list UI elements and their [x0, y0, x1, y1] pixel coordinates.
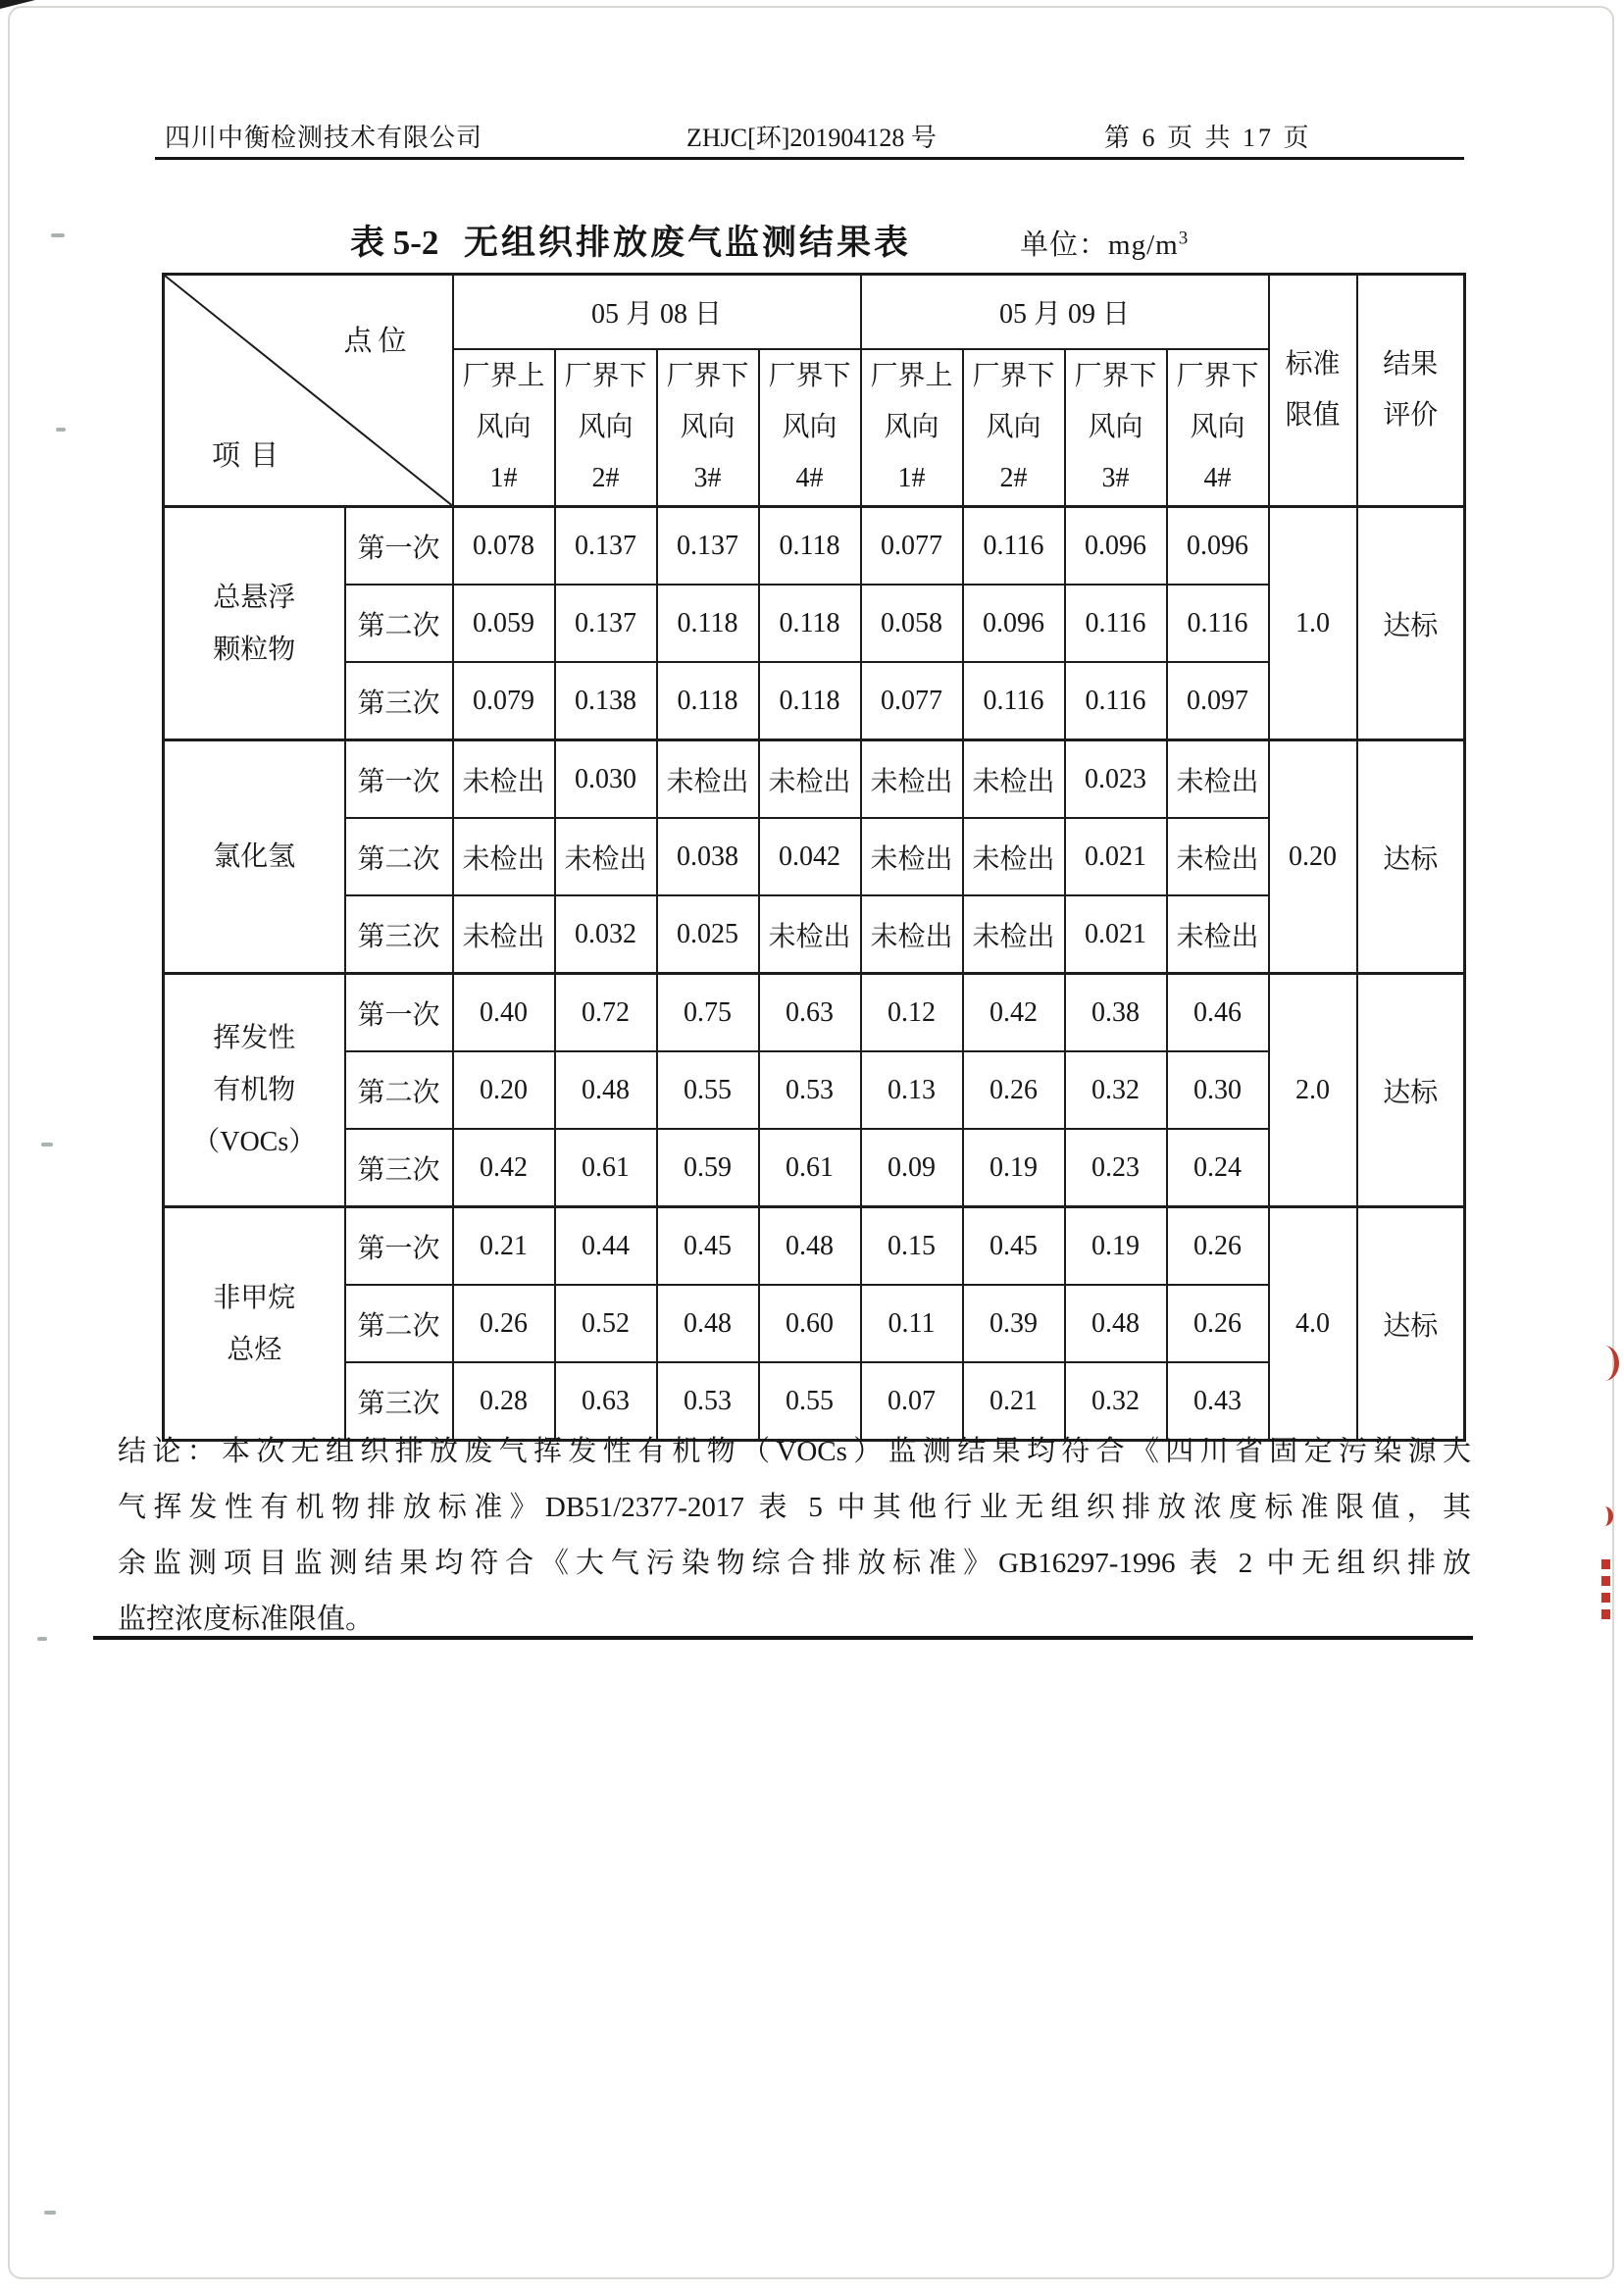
value-cell: 0.32 [1065, 1051, 1167, 1129]
value-cell: 0.61 [759, 1129, 861, 1207]
scan-speck [44, 2211, 56, 2215]
company-name: 四川中衡检测技术有限公司 [165, 124, 483, 152]
value-cell: 0.48 [759, 1207, 861, 1286]
value-cell: 0.20 [453, 1051, 555, 1129]
value-cell: 0.118 [657, 662, 759, 740]
standard-limit-header: 标准 限值 [1269, 275, 1357, 507]
run-label: 第二次 [345, 818, 453, 895]
monitoring-results-table [162, 273, 1466, 1442]
scan-corner-mark [0, 0, 35, 9]
value-cell: 0.48 [657, 1285, 759, 1362]
value-cell: 0.12 [861, 974, 963, 1052]
value-cell: 0.63 [759, 974, 861, 1052]
value-cell: 0.52 [555, 1285, 657, 1362]
run-label: 第二次 [345, 1051, 453, 1129]
value-cell: 未检出 [861, 740, 963, 819]
conclusion-paragraph [118, 1424, 1471, 1648]
value-cell: 0.38 [1065, 974, 1167, 1052]
item-name-cell: 总悬浮 颗粒物 [164, 507, 345, 740]
result-cell: 达标 [1357, 740, 1465, 974]
value-cell: 0.60 [759, 1285, 861, 1362]
limit-cell: 0.20 [1269, 740, 1357, 974]
scan-speck [37, 1637, 47, 1641]
item-name-cell: 挥发性 有机物 （VOCs） [164, 974, 345, 1207]
value-cell: 0.42 [963, 974, 1065, 1052]
value-cell: 0.23 [1065, 1129, 1167, 1207]
value-cell: 未检出 [759, 740, 861, 819]
item-name-cell: 氯化氢 [164, 740, 345, 974]
value-cell: 0.72 [555, 974, 657, 1052]
value-cell: 0.137 [555, 585, 657, 662]
value-cell: 0.059 [453, 585, 555, 662]
value-cell: 0.137 [555, 507, 657, 586]
result-cell: 达标 [1357, 974, 1465, 1207]
site-header: 厂界下 风向 2# [555, 349, 657, 507]
unit-note [1020, 223, 1189, 263]
value-cell: 未检出 [453, 895, 555, 974]
corner-label-site: 点位 [343, 326, 413, 357]
value-cell: 0.19 [1065, 1207, 1167, 1286]
value-cell: 未检出 [861, 895, 963, 974]
value-cell: 未检出 [555, 818, 657, 895]
red-stamp-fragment [1596, 1506, 1613, 1526]
value-cell: 0.138 [555, 662, 657, 740]
value-cell: 0.096 [963, 585, 1065, 662]
value-cell: 未检出 [963, 740, 1065, 819]
value-cell: 0.116 [1167, 585, 1269, 662]
run-label: 第一次 [345, 1207, 453, 1286]
conclusion-line: 监控浓度标准限值。 [118, 1604, 375, 1635]
value-cell: 0.077 [861, 662, 963, 740]
value-cell: 0.096 [1065, 507, 1167, 586]
conclusion-line: 气挥发性有机物排放标准》DB51/2377-2017 表 5 中其他行业无组织排放浓度标准限值，其 [118, 1492, 1471, 1523]
value-cell: 0.48 [1065, 1285, 1167, 1362]
run-label: 第一次 [345, 740, 453, 819]
value-cell: 0.078 [453, 507, 555, 586]
limit-cell: 1.0 [1269, 507, 1357, 740]
value-cell: 0.46 [1167, 974, 1269, 1052]
page-number: 第 6 页 共 17 页 [1104, 124, 1312, 152]
value-cell: 0.097 [1167, 662, 1269, 740]
value-cell: 0.042 [759, 818, 861, 895]
value-cell: 0.021 [1065, 895, 1167, 974]
site-header: 厂界下 风向 2# [963, 349, 1065, 507]
site-header: 厂界下 风向 3# [657, 349, 759, 507]
run-label: 第三次 [345, 1362, 453, 1441]
run-label: 第一次 [345, 507, 453, 586]
value-cell: 0.030 [555, 740, 657, 819]
value-cell: 未检出 [963, 818, 1065, 895]
run-label: 第三次 [345, 662, 453, 740]
value-cell: 0.53 [657, 1362, 759, 1441]
unit-value: mg/m [1108, 229, 1179, 261]
result-evaluation-header: 结果 评价 [1357, 275, 1465, 507]
value-cell: 0.39 [963, 1285, 1065, 1362]
value-cell: 0.079 [453, 662, 555, 740]
value-cell: 0.59 [657, 1129, 759, 1207]
conclusion-line: 结论：本次无组织排放废气挥发性有机物（VOCs）监测结果均符合《四川省固定污染源大 [118, 1436, 1471, 1467]
value-cell: 0.63 [555, 1362, 657, 1441]
value-cell: 0.032 [555, 895, 657, 974]
value-cell: 0.023 [1065, 740, 1167, 819]
value-cell: 0.025 [657, 895, 759, 974]
value-cell: 0.137 [657, 507, 759, 586]
run-label: 第三次 [345, 1129, 453, 1207]
value-cell: 0.096 [1167, 507, 1269, 586]
value-cell: 0.21 [453, 1207, 555, 1286]
value-cell: 0.61 [555, 1129, 657, 1207]
value-cell: 0.55 [759, 1362, 861, 1441]
value-cell: 0.32 [1065, 1362, 1167, 1441]
date-header: 05 月 09 日 [861, 275, 1269, 350]
value-cell: 未检出 [963, 895, 1065, 974]
value-cell: 0.13 [861, 1051, 963, 1129]
value-cell: 0.118 [759, 662, 861, 740]
scan-speck [56, 428, 66, 432]
value-cell: 0.11 [861, 1285, 963, 1362]
corner-label-item: 项目 [212, 440, 289, 472]
site-header: 厂界上 风向 1# [861, 349, 963, 507]
value-cell: 0.021 [1065, 818, 1167, 895]
value-cell: 0.21 [963, 1362, 1065, 1441]
value-cell: 0.19 [963, 1129, 1065, 1207]
table-title: 无组织排放废气监测结果表 [464, 224, 912, 262]
value-cell: 0.118 [759, 585, 861, 662]
scan-speck [41, 1143, 53, 1146]
result-cell: 达标 [1357, 1207, 1465, 1441]
site-header: 厂界上 风向 1# [453, 349, 555, 507]
value-cell: 0.55 [657, 1051, 759, 1129]
value-cell: 0.116 [963, 507, 1065, 586]
value-cell: 未检出 [657, 740, 759, 819]
value-cell: 0.116 [1065, 662, 1167, 740]
value-cell: 0.26 [963, 1051, 1065, 1129]
value-cell: 0.48 [555, 1051, 657, 1129]
value-cell: 0.15 [861, 1207, 963, 1286]
value-cell: 0.45 [963, 1207, 1065, 1286]
run-label: 第二次 [345, 585, 453, 662]
date-header: 05 月 08 日 [453, 275, 861, 350]
run-label: 第二次 [345, 1285, 453, 1362]
table-label: 表 5-2 [350, 224, 439, 262]
value-cell: 未检出 [759, 895, 861, 974]
value-cell: 0.53 [759, 1051, 861, 1129]
value-cell: 0.118 [657, 585, 759, 662]
value-cell: 0.43 [1167, 1362, 1269, 1441]
value-cell: 0.26 [453, 1285, 555, 1362]
value-cell: 0.44 [555, 1207, 657, 1286]
run-label: 第三次 [345, 895, 453, 974]
red-stamp-fragment [1599, 1346, 1619, 1381]
value-cell: 0.058 [861, 585, 963, 662]
value-cell: 未检出 [1167, 740, 1269, 819]
value-cell: 0.40 [453, 974, 555, 1052]
corner-header-cell [164, 275, 453, 507]
unit-label: 单位： [1020, 229, 1109, 261]
value-cell: 0.116 [963, 662, 1065, 740]
value-cell: 0.45 [657, 1207, 759, 1286]
header-rule [155, 157, 1464, 160]
site-header: 厂界下 风向 3# [1065, 349, 1167, 507]
unit-exponent: 3 [1178, 228, 1190, 249]
value-cell: 0.30 [1167, 1051, 1269, 1129]
value-cell: 0.26 [1167, 1207, 1269, 1286]
value-cell: 0.077 [861, 507, 963, 586]
value-cell: 0.28 [453, 1362, 555, 1441]
section-bottom-rule [93, 1636, 1473, 1640]
result-cell: 达标 [1357, 507, 1465, 740]
red-stamp-fragment [1601, 1559, 1610, 1619]
value-cell: 未检出 [1167, 895, 1269, 974]
site-header: 厂界下 风向 4# [759, 349, 861, 507]
site-header: 厂界下 风向 4# [1167, 349, 1269, 507]
limit-cell: 2.0 [1269, 974, 1357, 1207]
scan-speck [51, 233, 65, 237]
value-cell: 0.116 [1065, 585, 1167, 662]
value-cell: 未检出 [453, 740, 555, 819]
value-cell: 0.75 [657, 974, 759, 1052]
value-cell: 未检出 [1167, 818, 1269, 895]
limit-cell: 4.0 [1269, 1207, 1357, 1441]
value-cell: 0.24 [1167, 1129, 1269, 1207]
conclusion-line: 余监测项目监测结果均符合《大气污染物综合排放标准》GB16297-1996 表 2 中无组织排放 [118, 1548, 1471, 1579]
value-cell: 0.09 [861, 1129, 963, 1207]
value-cell: 0.42 [453, 1129, 555, 1207]
item-name-cell: 非甲烷 总烃 [164, 1207, 345, 1441]
diagonal-divider [165, 276, 452, 505]
report-number: ZHJC[环]201904128 号 [686, 124, 937, 152]
value-cell: 0.07 [861, 1362, 963, 1441]
value-cell: 0.038 [657, 818, 759, 895]
value-cell: 未检出 [453, 818, 555, 895]
run-label: 第一次 [345, 974, 453, 1052]
value-cell: 未检出 [861, 818, 963, 895]
value-cell: 0.26 [1167, 1285, 1269, 1362]
value-cell: 0.118 [759, 507, 861, 586]
